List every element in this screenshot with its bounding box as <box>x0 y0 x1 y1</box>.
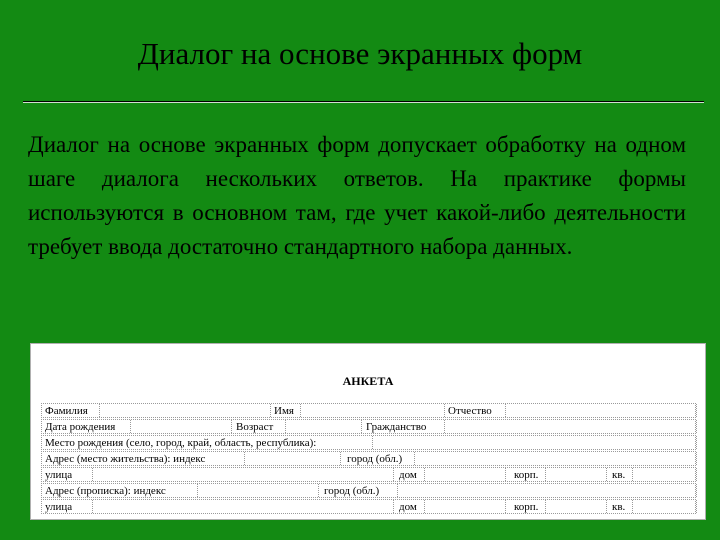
title-divider <box>23 101 704 103</box>
birthplace-label: Место рождения (село, город, край, область, республика): <box>45 437 317 449</box>
city-region-field-2[interactable] <box>397 484 697 497</box>
surname-field[interactable] <box>99 404 271 417</box>
form-row-street-2 <box>41 499 696 514</box>
birthplace-field[interactable] <box>372 436 697 449</box>
apartment-label: кв. <box>612 469 626 481</box>
form-row-birth <box>41 419 696 434</box>
house-label-2: дом <box>399 501 417 513</box>
apartment-field[interactable] <box>632 468 697 481</box>
house-label: дом <box>399 469 417 481</box>
street-label: улица <box>45 469 73 481</box>
name-field[interactable] <box>300 404 445 417</box>
age-label: Возраст <box>236 421 274 433</box>
form-row-living-address <box>41 451 696 466</box>
slide-title: Диалог на основе экранных форм <box>137 36 583 71</box>
birth-date-label: Дата рождения <box>45 421 116 433</box>
city-region-label: город (обл.) <box>347 453 403 465</box>
registration-index-field[interactable] <box>197 484 319 497</box>
form-row-birthplace <box>41 435 696 450</box>
registration-address-label: Адрес (прописка): индекс <box>45 485 166 497</box>
house-field-2[interactable] <box>424 500 506 513</box>
form-row-registration-address <box>41 483 696 498</box>
city-region-label-2: город (обл.) <box>324 485 380 497</box>
questionnaire-form <box>30 343 706 520</box>
house-field[interactable] <box>424 468 506 481</box>
street-label-2: улица <box>45 501 73 513</box>
slide-body-text: Диалог на основе экранных форм допускает обработку на одном шаге диалога нескольких ответов. На практике формы используются в основном там, где учет какой-либо деятельности требует ввода достаточно стандартного набора данных. <box>28 132 686 259</box>
patronymic-field[interactable] <box>505 404 697 417</box>
citizenship-field[interactable] <box>444 420 697 433</box>
street-field-2[interactable] <box>92 500 394 513</box>
living-address-label: Адрес (место жительства): индекс <box>45 453 206 465</box>
apartment-field-2[interactable] <box>632 500 697 513</box>
living-index-field[interactable] <box>244 452 341 465</box>
building-label: корп. <box>514 469 539 481</box>
name-label: Имя <box>274 405 294 417</box>
form-title: АНКЕТА <box>342 374 394 388</box>
form-row-name <box>41 403 696 418</box>
surname-label: Фамилия <box>45 405 88 417</box>
birth-date-field[interactable] <box>130 420 232 433</box>
building-field[interactable] <box>545 468 607 481</box>
age-field[interactable] <box>285 420 362 433</box>
building-label-2: корп. <box>514 501 539 513</box>
citizenship-label: Гражданство <box>366 421 427 433</box>
city-region-field[interactable] <box>414 452 697 465</box>
street-field[interactable] <box>92 468 394 481</box>
apartment-label-2: кв. <box>612 501 626 513</box>
patronymic-label: Отчество <box>448 405 492 417</box>
form-row-street <box>41 467 696 482</box>
building-field-2[interactable] <box>545 500 607 513</box>
